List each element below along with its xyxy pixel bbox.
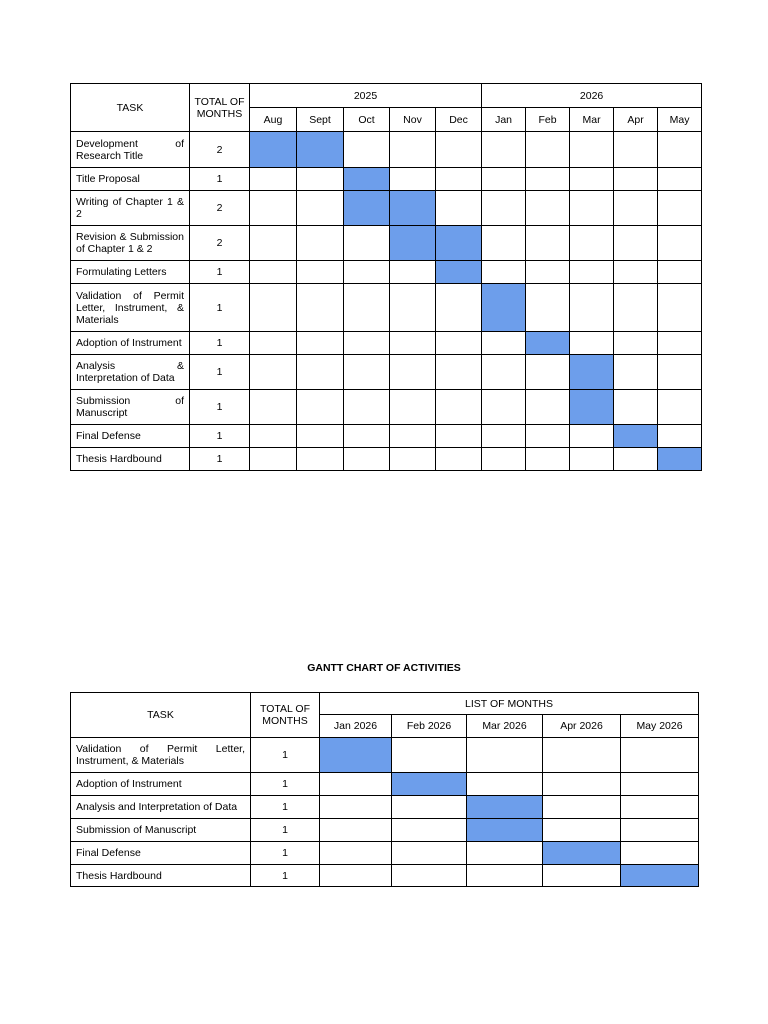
gantt-empty-cell: [614, 132, 658, 168]
table-row: [71, 390, 702, 425]
gantt-empty-cell: [482, 332, 526, 355]
gantt-empty-cell: [658, 355, 702, 390]
gantt-empty-cell: [297, 332, 344, 355]
gantt-empty-cell: [658, 425, 702, 448]
gantt-empty-cell: [344, 132, 390, 168]
table-row: [71, 132, 702, 168]
table-row: [71, 448, 702, 471]
gantt-bar-cell: [320, 738, 392, 773]
gantt-empty-cell: [658, 168, 702, 191]
gantt-empty-cell: [570, 168, 614, 191]
gantt-empty-cell: [436, 284, 482, 332]
gantt-bar-cell: [543, 842, 621, 865]
gantt-empty-cell: [621, 819, 699, 842]
task-name: Validation of Permit Letter, Instrument, & Materials: [71, 738, 251, 773]
task-rows: [71, 132, 702, 471]
month-header: Aug: [250, 108, 297, 132]
gantt-empty-cell: [570, 332, 614, 355]
task-name: Analysis and Interpretation of Data: [71, 796, 251, 819]
gantt-empty-cell: [614, 355, 658, 390]
gantt-table-2025-2026: [70, 83, 702, 471]
gantt-empty-cell: [320, 796, 392, 819]
table-row: [71, 425, 702, 448]
gantt-empty-cell: [436, 355, 482, 390]
gantt-empty-cell: [344, 332, 390, 355]
gantt-bar-cell: [436, 226, 482, 261]
gantt-empty-cell: [526, 261, 570, 284]
gantt-empty-cell: [543, 773, 621, 796]
table-row: [71, 261, 702, 284]
gantt-empty-cell: [392, 865, 467, 887]
gantt-empty-cell: [467, 865, 543, 887]
total-months: 1: [190, 284, 250, 332]
gantt-empty-cell: [543, 865, 621, 887]
gantt-empty-cell: [526, 284, 570, 332]
task-name: Thesis Hardbound: [71, 865, 251, 887]
total-months-header: TOTAL OF MONTHS: [251, 693, 320, 738]
gantt-empty-cell: [392, 738, 467, 773]
gantt-empty-cell: [614, 168, 658, 191]
gantt-bar-cell: [526, 332, 570, 355]
gantt-empty-cell: [392, 796, 467, 819]
gantt-bar-cell: [344, 191, 390, 226]
month-header: Oct: [344, 108, 390, 132]
task-name: Thesis Hardbound: [71, 448, 190, 471]
gantt-bar-cell: [467, 819, 543, 842]
total-months: 1: [190, 355, 250, 390]
task-name: Submission of Manuscript: [71, 390, 190, 425]
gantt-empty-cell: [250, 448, 297, 471]
gantt-empty-cell: [543, 819, 621, 842]
gantt-empty-cell: [297, 284, 344, 332]
gantt-empty-cell: [392, 842, 467, 865]
gantt-empty-cell: [482, 132, 526, 168]
gantt-empty-cell: [482, 448, 526, 471]
gantt-empty-cell: [297, 425, 344, 448]
gantt-empty-cell: [250, 332, 297, 355]
table-row: [71, 773, 699, 796]
table-row: [71, 865, 699, 887]
month-header: Feb: [526, 108, 570, 132]
gantt-bar-cell: [297, 132, 344, 168]
task-name: Adoption of Instrument: [71, 332, 190, 355]
gantt-empty-cell: [570, 284, 614, 332]
gantt-bar-cell: [390, 191, 436, 226]
gantt-empty-cell: [526, 168, 570, 191]
gantt-empty-cell: [297, 448, 344, 471]
month-header: Jan 2026: [320, 715, 392, 738]
gantt-empty-cell: [614, 448, 658, 471]
table-row: [71, 819, 699, 842]
gantt-bar-cell: [570, 355, 614, 390]
gantt-chart-title: GANTT CHART OF ACTIVITIES: [307, 662, 461, 674]
task-header: TASK: [71, 693, 251, 738]
gantt-empty-cell: [482, 390, 526, 425]
gantt-empty-cell: [570, 191, 614, 226]
gantt-empty-cell: [526, 355, 570, 390]
gantt-empty-cell: [320, 819, 392, 842]
table-row: [71, 284, 702, 332]
gantt-empty-cell: [250, 168, 297, 191]
month-header: Mar 2026: [467, 715, 543, 738]
gantt-empty-cell: [344, 261, 390, 284]
table-row: [71, 168, 702, 191]
gantt-empty-cell: [658, 284, 702, 332]
gantt-bar-cell: [570, 390, 614, 425]
task-name: Writing of Chapter 1 & 2: [71, 191, 190, 226]
table-row: [71, 738, 699, 773]
gantt-empty-cell: [297, 261, 344, 284]
total-months: 1: [251, 819, 320, 842]
table-row: [71, 191, 702, 226]
gantt-empty-cell: [526, 226, 570, 261]
gantt-empty-cell: [250, 425, 297, 448]
task-name: Revision & Submission of Chapter 1 & 2: [71, 226, 190, 261]
task-name: Analysis & Interpretation of Data: [71, 355, 190, 390]
month-header: Sept: [297, 108, 344, 132]
task-name: Validation of Permit Letter, Instrument, & Materials: [71, 284, 190, 332]
total-months: 2: [190, 191, 250, 226]
task-name: Submission of Manuscript: [71, 819, 251, 842]
task-name: Formulating Letters: [71, 261, 190, 284]
gantt-empty-cell: [436, 448, 482, 471]
gantt-empty-cell: [344, 355, 390, 390]
gantt-empty-cell: [614, 284, 658, 332]
task-name: Final Defense: [71, 842, 251, 865]
gantt-table-2026: [70, 692, 699, 887]
month-header: May: [658, 108, 702, 132]
month-header: Dec: [436, 108, 482, 132]
gantt-empty-cell: [621, 773, 699, 796]
gantt-empty-cell: [526, 132, 570, 168]
gantt-bar-cell: [392, 773, 467, 796]
gantt-empty-cell: [297, 191, 344, 226]
gantt-empty-cell: [250, 390, 297, 425]
gantt-empty-cell: [436, 390, 482, 425]
gantt-empty-cell: [436, 425, 482, 448]
total-months: 1: [190, 390, 250, 425]
gantt-empty-cell: [621, 738, 699, 773]
total-months: 1: [190, 425, 250, 448]
gantt-empty-cell: [436, 168, 482, 191]
total-months-header: TOTAL OF MONTHS: [190, 84, 250, 132]
gantt-empty-cell: [344, 448, 390, 471]
gantt-empty-cell: [543, 738, 621, 773]
total-months: 1: [190, 168, 250, 191]
gantt-empty-cell: [320, 865, 392, 887]
gantt-empty-cell: [344, 284, 390, 332]
total-months: 1: [190, 332, 250, 355]
gantt-bar-cell: [436, 261, 482, 284]
gantt-empty-cell: [482, 191, 526, 226]
month-header: Mar: [570, 108, 614, 132]
year-header-2026: 2026: [482, 84, 702, 108]
task-name: Development of Research Title: [71, 132, 190, 168]
gantt-empty-cell: [436, 191, 482, 226]
gantt-empty-cell: [614, 261, 658, 284]
gantt-empty-cell: [570, 132, 614, 168]
table-row: [71, 226, 702, 261]
table-row: [71, 842, 699, 865]
gantt-empty-cell: [614, 390, 658, 425]
gantt-empty-cell: [344, 226, 390, 261]
gantt-empty-cell: [482, 168, 526, 191]
gantt-empty-cell: [390, 168, 436, 191]
gantt-empty-cell: [390, 355, 436, 390]
gantt-empty-cell: [614, 226, 658, 261]
total-months: 1: [251, 842, 320, 865]
gantt-empty-cell: [297, 355, 344, 390]
gantt-empty-cell: [614, 332, 658, 355]
gantt-bar-cell: [658, 448, 702, 471]
table-row: [71, 355, 702, 390]
gantt-empty-cell: [570, 448, 614, 471]
gantt-empty-cell: [250, 355, 297, 390]
gantt-empty-cell: [320, 842, 392, 865]
gantt-empty-cell: [250, 284, 297, 332]
task-name: Title Proposal: [71, 168, 190, 191]
gantt-empty-cell: [250, 226, 297, 261]
task-name: Final Defense: [71, 425, 190, 448]
month-header: Jan: [482, 108, 526, 132]
gantt-empty-cell: [390, 284, 436, 332]
gantt-empty-cell: [320, 773, 392, 796]
table-row: [71, 796, 699, 819]
month-header: May 2026: [621, 715, 699, 738]
month-header: Nov: [390, 108, 436, 132]
gantt-empty-cell: [250, 261, 297, 284]
year-header-2025: 2025: [250, 84, 482, 108]
gantt-empty-cell: [297, 390, 344, 425]
gantt-empty-cell: [436, 332, 482, 355]
gantt-empty-cell: [526, 191, 570, 226]
gantt-bar-cell: [344, 168, 390, 191]
gantt-empty-cell: [390, 390, 436, 425]
gantt-empty-cell: [390, 425, 436, 448]
gantt-empty-cell: [526, 425, 570, 448]
gantt-bar-cell: [467, 796, 543, 819]
month-header: Apr: [614, 108, 658, 132]
total-months: 1: [251, 738, 320, 773]
task-name: Adoption of Instrument: [71, 773, 251, 796]
list-of-months-header: LIST OF MONTHS: [320, 693, 699, 715]
gantt-empty-cell: [658, 390, 702, 425]
gantt-empty-cell: [658, 332, 702, 355]
task-rows: [71, 738, 699, 887]
total-months: 2: [190, 132, 250, 168]
gantt-empty-cell: [570, 226, 614, 261]
month-header: Feb 2026: [392, 715, 467, 738]
gantt-bar-cell: [482, 284, 526, 332]
total-months: 1: [251, 865, 320, 887]
gantt-empty-cell: [467, 738, 543, 773]
gantt-empty-cell: [658, 132, 702, 168]
gantt-empty-cell: [482, 226, 526, 261]
table-row: [71, 332, 702, 355]
total-months: 1: [190, 261, 250, 284]
gantt-empty-cell: [570, 261, 614, 284]
gantt-empty-cell: [526, 448, 570, 471]
gantt-empty-cell: [390, 332, 436, 355]
gantt-bar-cell: [250, 132, 297, 168]
month-header: Apr 2026: [543, 715, 621, 738]
gantt-empty-cell: [250, 191, 297, 226]
gantt-empty-cell: [390, 448, 436, 471]
gantt-empty-cell: [658, 191, 702, 226]
gantt-empty-cell: [344, 390, 390, 425]
gantt-empty-cell: [297, 226, 344, 261]
gantt-empty-cell: [614, 191, 658, 226]
gantt-empty-cell: [621, 842, 699, 865]
gantt-empty-cell: [570, 425, 614, 448]
total-months: 1: [251, 773, 320, 796]
gantt-bar-cell: [614, 425, 658, 448]
total-months: 1: [251, 796, 320, 819]
gantt-bar-cell: [390, 226, 436, 261]
gantt-empty-cell: [526, 390, 570, 425]
total-months: 1: [190, 448, 250, 471]
gantt-empty-cell: [482, 261, 526, 284]
gantt-empty-cell: [621, 796, 699, 819]
gantt-empty-cell: [344, 425, 390, 448]
gantt-empty-cell: [467, 842, 543, 865]
total-months: 2: [190, 226, 250, 261]
gantt-empty-cell: [392, 819, 467, 842]
gantt-empty-cell: [658, 261, 702, 284]
gantt-bar-cell: [621, 865, 699, 887]
gantt-empty-cell: [543, 796, 621, 819]
gantt-empty-cell: [390, 132, 436, 168]
task-header: TASK: [71, 84, 190, 132]
gantt-empty-cell: [390, 261, 436, 284]
gantt-empty-cell: [436, 132, 482, 168]
gantt-empty-cell: [658, 226, 702, 261]
gantt-empty-cell: [467, 773, 543, 796]
gantt-empty-cell: [297, 168, 344, 191]
gantt-empty-cell: [482, 425, 526, 448]
gantt-empty-cell: [482, 355, 526, 390]
